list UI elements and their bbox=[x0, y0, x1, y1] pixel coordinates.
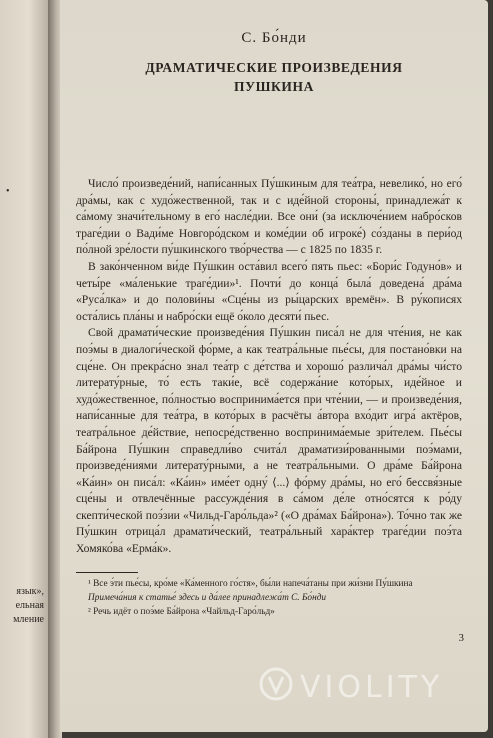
facing-page-edge bbox=[0, 0, 48, 738]
facing-page-fragment: язык», bbox=[16, 586, 44, 597]
footnote-divider bbox=[76, 572, 138, 573]
footnotes bbox=[76, 577, 462, 619]
facing-page-fragment: ельная bbox=[15, 600, 44, 611]
footnote: ² Речь идёт о поэ́ме Ба́йрона «Чайльд-Гаро́льд» bbox=[88, 607, 275, 617]
watermark-logo-icon bbox=[258, 666, 294, 702]
facing-page-bullet: • bbox=[6, 186, 10, 197]
article-body bbox=[76, 176, 462, 558]
watermark-text: VIOLITY bbox=[300, 670, 444, 705]
article-title bbox=[60, 58, 488, 96]
footnote-note: Примеча́ния к статье́ здесь и да́лее принадлежа́т С. Бо́нди bbox=[88, 593, 327, 603]
book-page bbox=[60, 0, 488, 732]
article-title-line: ПУШКИНА bbox=[234, 79, 314, 94]
footnote: ¹ Все э́ти пье́сы, кро́ме «Ка́менного го́стя», бы́ли напеча́таны при жи́зни Пу́шкина bbox=[88, 579, 413, 589]
article-title-line: ДРАМАТИЧЕСКИЕ ПРОИЗВЕДЕНИЯ bbox=[145, 60, 403, 75]
body-paragraph: Свой драмати́ческие произведе́ния Пу́шкин писа́л не для чте́ния, не как поэ́мы в диалоги́ческой фо́рме, а как театра́льные пье́сы, для постано́вки на сце́не. Он прекра́сно знал теа́тр с де́тства и хорошо́ различа́л дра́мы чи́сто литерату́рные, то́ есть таки́е, всё содержа́ние кото́рых, иде́йное и худо́жественное, по́лностью воспринима́ется при чте́нии, — и произведе́ния, напи́санные для теа́тра, в кото́рых в расчёты а́втора вхо́дит игра́ актёров, театра́льное де́йствие, непосре́дственно воспринима́емые зри́телем. Пье́сы Ба́йрона Пу́шкин справедли́во счита́л драматизи́рованными поэ́мами, произведе́ниями литерату́рными, а не театра́льными. О дра́ме Ба́йрона «Ка́ин» он писа́л: «Ка́ин» име́ет одну́ ⟨...⟩ фо́рму дра́мы, но его́ бессвя́зные сце́ны и отвлечённые рассужде́ния в са́мом де́ле отно́сятся к ро́ду скепти́ческой поэ́зии «Чильд-Гаро́льда»² («О дра́мах Ба́йрона»). То́чно так же Пу́шкин отрица́л драмати́ческий, театра́льный хара́ктер траге́дии поэ́та Хомяко́ва «Ерма́к». bbox=[76, 326, 462, 556]
facing-page-fragment: мление bbox=[13, 614, 44, 625]
article-author: С. Бо́нди bbox=[241, 30, 307, 46]
body-paragraph: В зако́нченном ви́де Пу́шкин оста́вил всего́ пять пьес: «Бори́с Годуно́в» и четы́ре «ма́ленькие траге́дии»¹. Почти́ до конца́ была́ доведена́ дра́ма «Руса́лка» и до полови́ны «Сце́ны из ры́царских времён». В ру́кописях оста́лись пла́ны и набро́ски ещё о́коло десяти́ пьес. bbox=[76, 259, 462, 323]
body-paragraph: Число́ произведе́ний, напи́санных Пу́шкиным для теа́тра, невелико́, но его́ дра́мы, как с худо́жественной, так и с иде́йной стороны́, принадлежа́т к са́мому значи́тельному в его́ насле́дии. Все они́ (за исключе́нием набро́сков траге́дии о Вади́ме Новгоро́дском и коме́дии об игроке́) со́зданы в пери́од по́лной зре́лости пу́шкинского тво́рчества — с 1825 по 1835 г. bbox=[76, 177, 462, 257]
page-number: 3 bbox=[458, 632, 464, 644]
